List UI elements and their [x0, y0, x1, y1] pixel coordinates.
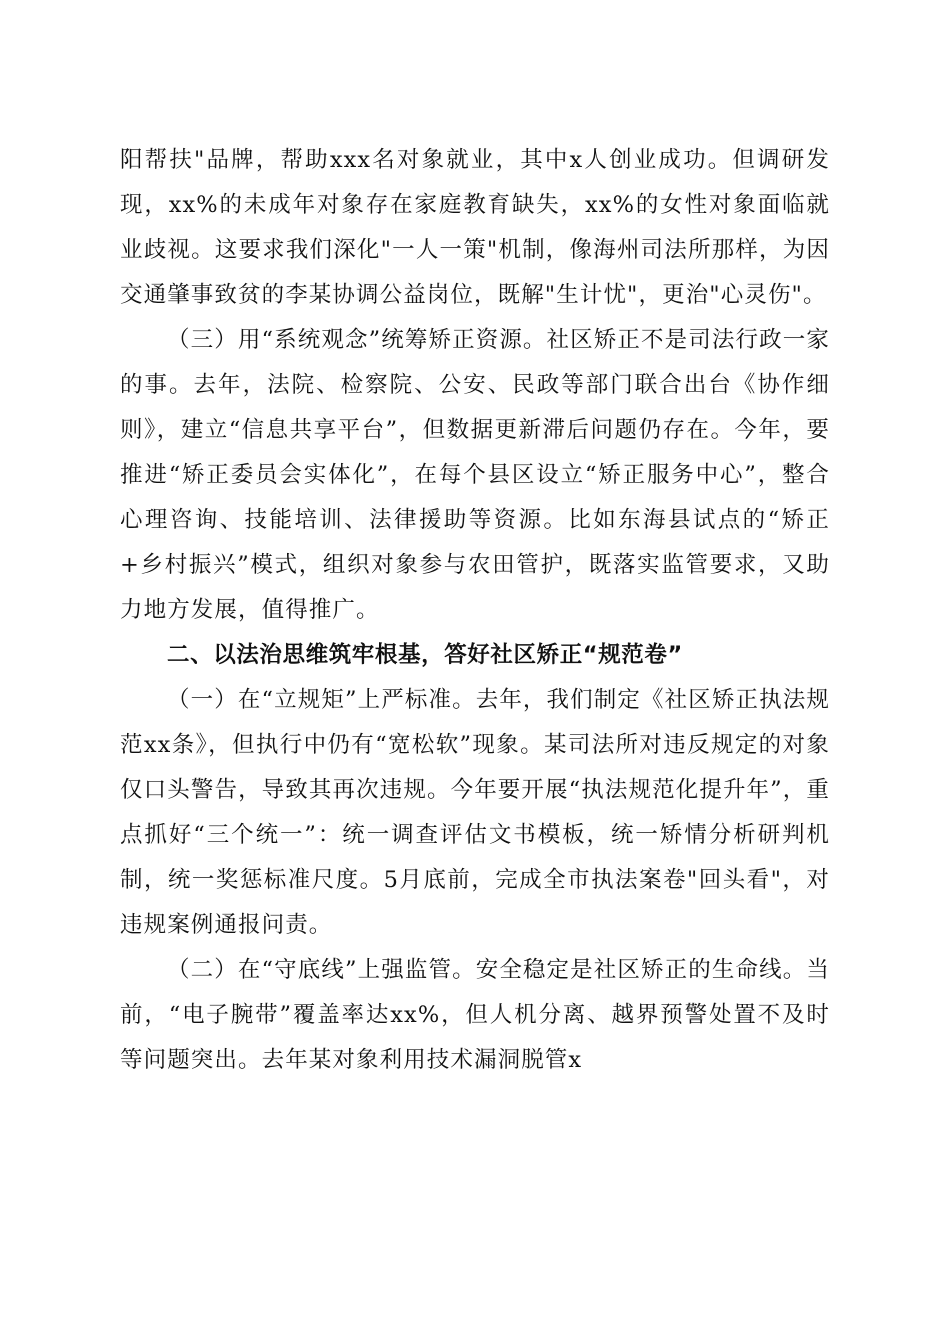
- paragraph-continuation: 阳帮扶"品牌，帮助xxx名对象就业，其中x人创业成功。但调研发现，xx%的未成年对象存在家庭教育缺失，xx%的女性对象面临就业歧视。这要求我们深化"一人一策"机制，像海州司法所那样，为因交通肇事致贫的李某协调公益岗位，既解"生计忧"，更治"心灵伤"。: [120, 147, 830, 308]
- document-body: [120, 138, 830, 1083]
- paragraph-subsection-1: （一）在“立规矩”上严标准。去年，我们制定《社区矫正执法规范xx条》，但执行中仍有“宽松软”现象。某司法所对违反规定的对象仅口头警告，导致其再次违规。今年要开展“执法规范化提升年”，重点抓好“三个统一”：统一调查评估文书模板，统一矫情分析研判机制，统一奖惩标准尺度。5月底前，完成全市执法案卷"回头看"，对违规案例通报问责。: [120, 687, 830, 938]
- paragraph-subsection-2: （二）在“守底线”上强监管。安全稳定是社区矫正的生命线。当前，“电子腕带”覆盖率达xx%，但人机分离、越界预警处置不及时等问题突出。去年某对象利用技术漏洞脱管x: [120, 957, 830, 1073]
- section-heading-2: 二、以法治思维筑牢根基，答好社区矫正“规范卷”: [167, 642, 683, 668]
- paragraph-section-3: （三）用“系统观念”统筹矫正资源。社区矫正不是司法行政一家的事。去年，法院、检察院、公安、民政等部门联合出台《协作细则》，建立“信息共享平台”，但数据更新滞后问题仍存在。今年，要推进“矫正委员会实体化”，在每个县区设立“矫正服务中心”，整合心理咨询、技能培训、法律援助等资源。比如东海县试点的“矫正+乡村振兴”模式，组织对象参与农田管护，既落实监管要求，又助力地方发展，值得推广。: [120, 327, 830, 623]
